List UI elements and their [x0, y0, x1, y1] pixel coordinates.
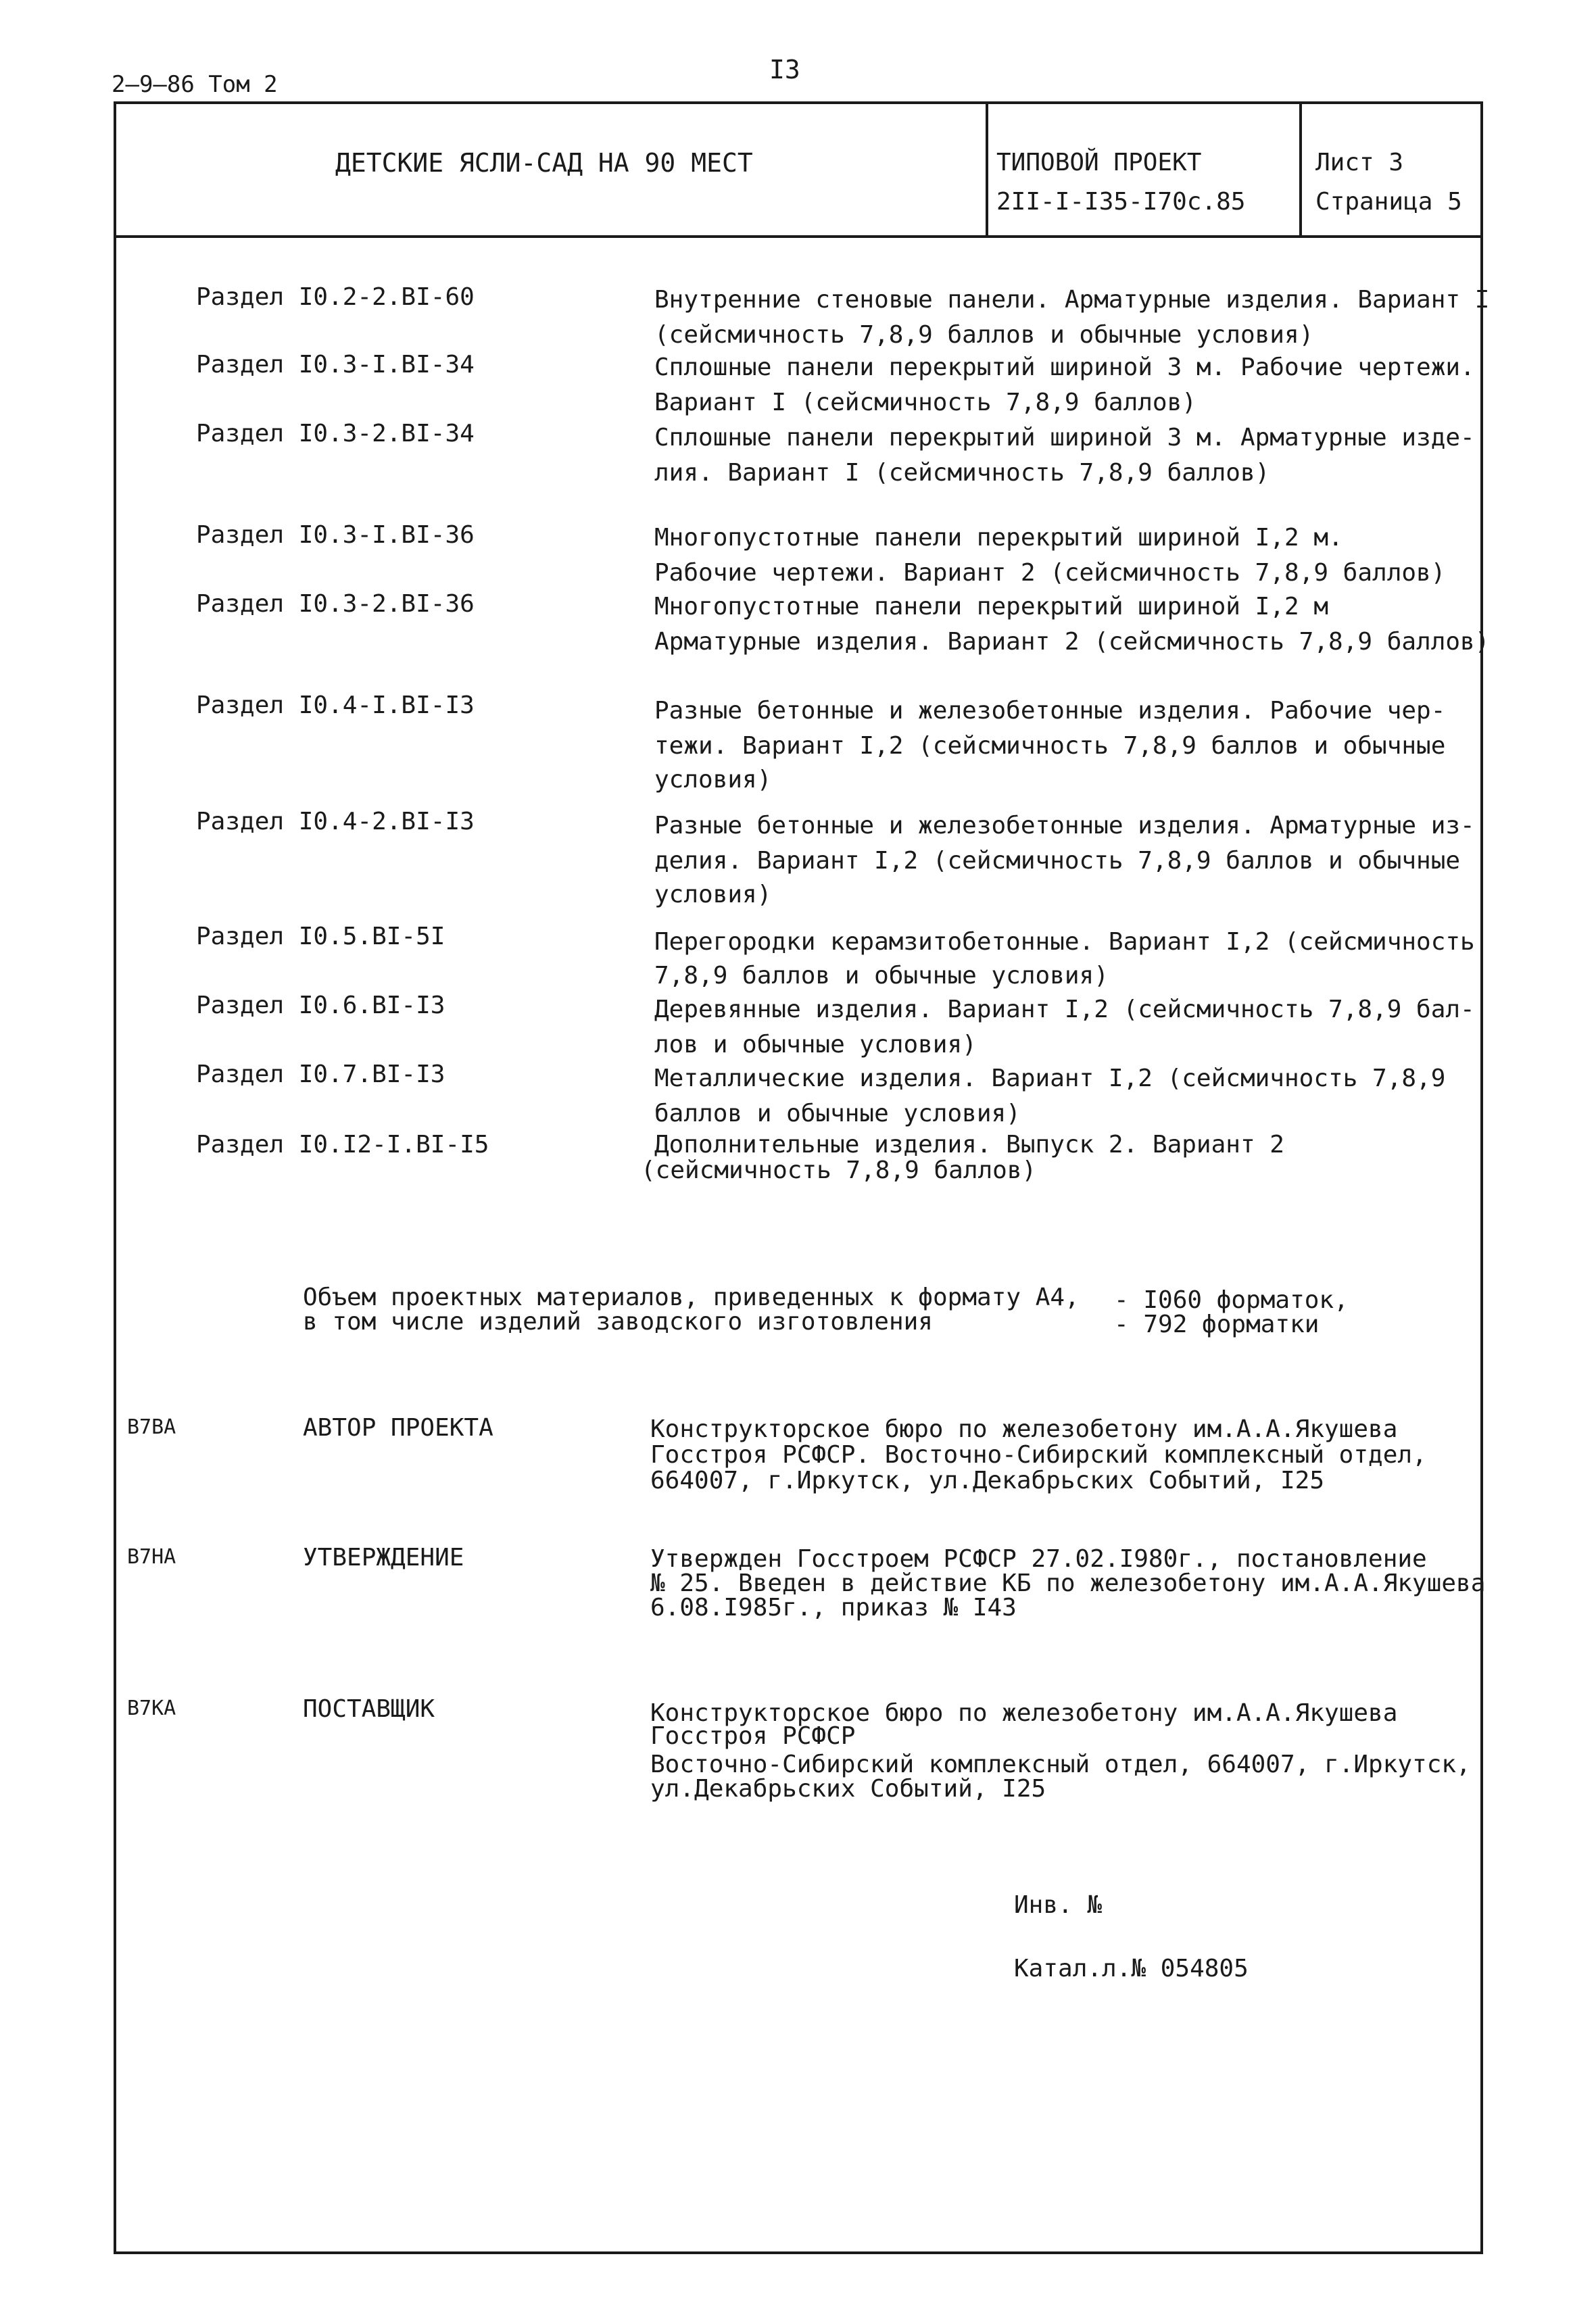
- section-desc-line: 7,8,9 баллов и обычные условия): [654, 962, 1109, 990]
- block-label: ПОСТАВЩИК: [303, 1695, 435, 1723]
- block-text-line: Госстроя РСФСР. Восточно-Сибирский комплексный отдел,: [650, 1441, 1427, 1469]
- sheet-number: Лист 3: [1315, 149, 1404, 176]
- section-label: Раздел I0.3-I.BI-34: [196, 351, 475, 379]
- project-type: ТИПОВОЙ ПРОЕКТ: [996, 149, 1202, 176]
- section-desc-line: Разные бетонные и железобетонные изделия. Рабочие чер-: [654, 697, 1446, 725]
- page-label: Страница 5: [1315, 188, 1462, 216]
- project-code: 2II-I-I35-I70с.85: [996, 188, 1246, 216]
- section-label: Раздел I0.3-2.BI-36: [196, 590, 475, 618]
- block-text-line: ул.Декабрьских Событий, I25: [650, 1775, 1046, 1803]
- section-desc-line: (сейсмичность 7,8,9 баллов): [641, 1156, 1037, 1184]
- section-desc-line: Перегородки керамзитобетонные. Вариант I,2 (сейсмичность: [654, 928, 1475, 956]
- block-text-line: Утвержден Госстроем РСФСР 27.02.I980г., постановление: [650, 1545, 1427, 1573]
- section-desc-line: Сплошные панели перекрытий шириной 3 м. Рабочие чертежи.: [654, 354, 1475, 381]
- section-label: Раздел I0.3-I.BI-36: [196, 521, 475, 549]
- section-desc-line: делия. Вариант I,2 (сейсмичность 7,8,9 баллов и обычные: [654, 847, 1461, 875]
- block-text-line: Конструкторское бюро по железобетону им.А.А.Якушева: [650, 1699, 1398, 1727]
- header-col-divider-2: [1299, 101, 1302, 237]
- section-desc-line: Металлические изделия. Вариант I,2 (сейсмичность 7,8,9: [654, 1065, 1446, 1092]
- volume-value: - I060 форматок,: [1114, 1286, 1349, 1314]
- page-number: I3: [769, 55, 800, 84]
- volume-value: - 792 форматки: [1114, 1311, 1320, 1338]
- header-divider: [114, 235, 1483, 238]
- catalog-number: Катал.л.№ 054805: [1014, 1955, 1249, 1982]
- block-text-line: № 25. Введен в действие КБ по железобетону им.А.А.Якушева: [650, 1569, 1486, 1597]
- inventory-number: Инв. №: [1014, 1891, 1103, 1919]
- section-desc-line: Рабочие чертежи. Вариант 2 (сейсмичность 7,8,9 баллов): [654, 559, 1446, 587]
- section-desc-line: (сейсмичность 7,8,9 баллов и обычные условия): [654, 321, 1314, 349]
- section-desc-line: лов и обычные условия): [654, 1031, 977, 1058]
- section-desc-line: Разные бетонные и железобетонные изделия. Арматурные из-: [654, 812, 1475, 839]
- block-text-line: 664007, г.Иркутск, ул.Декабрьских Событий, I25: [650, 1467, 1324, 1494]
- section-desc-line: условия): [654, 766, 772, 794]
- top-left-label: 2–9–86 Том 2: [112, 71, 278, 98]
- block-text-line: Восточно-Сибирский комплексный отдел, 664007, г.Иркутск,: [650, 1751, 1471, 1778]
- section-label: Раздел I0.4-2.BI-I3: [196, 808, 475, 835]
- section-desc-line: условия): [654, 881, 772, 908]
- block-text-line: Госстроя РСФСР: [650, 1722, 856, 1750]
- document-title: ДЕТСКИЕ ЯСЛИ-САД НА 90 МЕСТ: [335, 148, 753, 178]
- section-desc-line: Многопустотные панели перекрытий шириной I,2 м.: [654, 524, 1343, 552]
- section-desc-line: Дополнительные изделия. Выпуск 2. Вариант 2: [654, 1131, 1284, 1159]
- block-label: АВТОР ПРОЕКТА: [303, 1414, 493, 1442]
- section-label: Раздел I0.6.BI-I3: [196, 992, 445, 1019]
- header-col-divider-1: [986, 101, 988, 237]
- section-label: Раздел I0.4-I.BI-I3: [196, 691, 475, 719]
- section-label: Раздел I0.I2-I.BI-I5: [196, 1131, 489, 1159]
- section-label: Раздел I0.7.BI-I3: [196, 1061, 445, 1088]
- block-text-line: Конструкторское бюро по железобетону им.А.А.Якушева: [650, 1415, 1398, 1443]
- section-label: Раздел I0.2-2.BI-60: [196, 283, 475, 311]
- section-desc-line: тежи. Вариант I,2 (сейсмичность 7,8,9 баллов и обычные: [654, 732, 1446, 760]
- section-desc-line: лия. Вариант I (сейсмичность 7,8,9 баллов): [654, 459, 1270, 487]
- section-desc-line: Вариант I (сейсмичность 7,8,9 баллов): [654, 389, 1196, 416]
- section-desc-line: Деревянные изделия. Вариант I,2 (сейсмичность 7,8,9 бал-: [654, 996, 1475, 1023]
- block-text-line: 6.08.I985г., приказ № I43: [650, 1594, 1017, 1622]
- volume-line: в том числе изделий заводского изготовления: [303, 1308, 933, 1336]
- volume-line: Объем проектных материалов, приведенных к формату А4,: [303, 1284, 1080, 1311]
- section-desc-line: Внутренние стеновые панели. Арматурные изделия. Вариант I: [654, 286, 1490, 314]
- block-code: B7HA: [127, 1545, 176, 1569]
- section-desc-line: Многопустотные панели перекрытий шириной I,2 м: [654, 593, 1328, 620]
- block-code: B7BA: [127, 1415, 176, 1439]
- section-label: Раздел I0.5.BI-5I: [196, 923, 445, 950]
- block-label: УТВЕРЖДЕНИЕ: [303, 1544, 464, 1571]
- section-desc-line: Сплошные панели перекрытий шириной 3 м. Арматурные изде-: [654, 424, 1475, 452]
- section-label: Раздел I0.3-2.BI-34: [196, 420, 475, 447]
- block-code: B7KA: [127, 1697, 176, 1720]
- section-desc-line: баллов и обычные условия): [654, 1100, 1021, 1127]
- section-desc-line: Арматурные изделия. Вариант 2 (сейсмичность 7,8,9 баллов): [654, 628, 1490, 656]
